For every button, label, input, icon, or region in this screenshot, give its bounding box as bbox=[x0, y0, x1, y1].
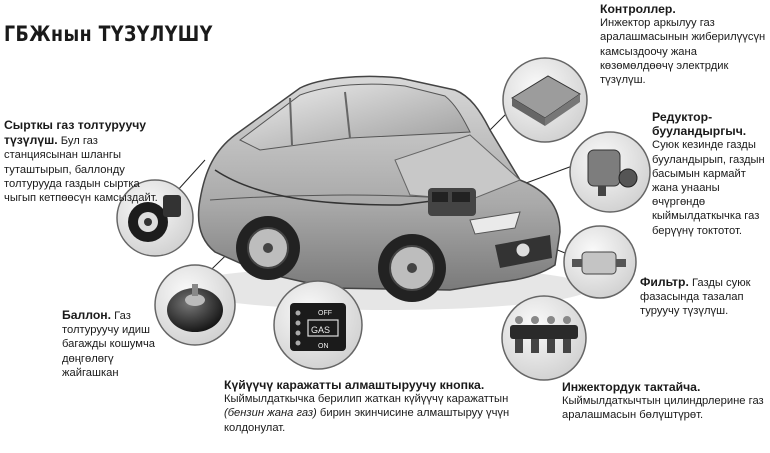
filler-text: Бул газ станциясынан шлангы туташтырып, баллонду толтурууда газдын сыртка чыгып кетпөөсүн камсыздайт. bbox=[4, 135, 158, 205]
filter-description bbox=[640, 275, 766, 319]
injector-text: Кыймылдаткычтын цилиндрлерине газ аралашмасын бөлүштүрөт. bbox=[562, 395, 764, 422]
cylinder-heading: Баллон. bbox=[62, 308, 112, 322]
injector-description bbox=[562, 380, 768, 423]
injector-heading: Инжектордук тактайча. bbox=[562, 380, 701, 394]
switch-on-label: ON bbox=[318, 343, 329, 350]
cylinder-text: Газ толтуруучу идиш багажды кошумча дөңгөлөгү жайгашкан bbox=[62, 310, 156, 379]
fuel-switch-image bbox=[274, 281, 362, 369]
cylinder-description bbox=[62, 308, 158, 380]
filler-description bbox=[4, 118, 162, 205]
filter-image bbox=[564, 226, 636, 298]
switch-text-after: бирин экинчисине алмаштыруу үчүн колдонулат. bbox=[224, 407, 510, 434]
switch-description bbox=[224, 378, 534, 435]
switch-heading: Күйүүчү каражатты алмаштыруучу кнопка. bbox=[224, 378, 485, 392]
gas-cylinder-image bbox=[155, 265, 235, 345]
switch-off-label: OFF bbox=[318, 310, 332, 317]
reducer-description bbox=[652, 110, 768, 238]
filler-heading: Сырткы газ толтуруучу түзүлүш. bbox=[4, 118, 147, 148]
reducer-heading: Редуктор-бууландыргыч. bbox=[652, 110, 747, 139]
reducer-text: Суюк кезинде газды бууландырып, газдын басымын кармайт жана унааны өчүргөндө кыймылдаткычка газ берүүнү токтотот. bbox=[652, 139, 765, 237]
filter-heading: Фильтр. bbox=[640, 275, 689, 289]
filter-text: Газды суюк фазасында тазалап туруучу түзүлүш. bbox=[640, 277, 751, 318]
switch-gas-label: GAS bbox=[311, 325, 331, 335]
page-title: ГБЖнын ТҮЗҮЛҮШҮ bbox=[4, 22, 213, 46]
controller-text: Инжектор аркылуу газ аралашмасынын жиберилүүсүн камсыздоочу жана көзөмөлдөөчү электрдик түзүлүш. bbox=[600, 17, 766, 87]
controller-heading: Контроллер. bbox=[600, 2, 676, 16]
reducer-image bbox=[570, 132, 650, 212]
switch-text-before: Кыймылдаткычка берилип жаткан күйүүчү каражаттын bbox=[224, 393, 509, 406]
injector-rail-image bbox=[502, 296, 586, 380]
controller-image bbox=[503, 58, 587, 142]
controller-description bbox=[600, 2, 766, 87]
switch-text-italic: (бензин жана газ) bbox=[224, 407, 317, 420]
